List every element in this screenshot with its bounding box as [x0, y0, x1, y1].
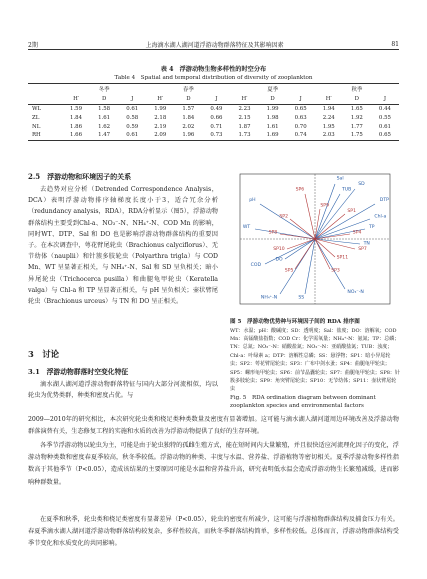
value-cell: 1.92 — [350, 114, 363, 121]
env-factor-label: TP — [369, 225, 375, 231]
species-label: SP8 — [268, 230, 278, 236]
value-cell: 0.63 — [294, 114, 307, 121]
env-factor-label: DO — [275, 257, 283, 263]
column-header: H′ — [62, 95, 90, 104]
value-cell: 1.73 — [230, 131, 258, 140]
rda-plot — [230, 170, 400, 312]
figure-legend-zh: WT：水温；pH：酸碱度；SD：透明度；Sal：盐度；DO：溶解氧；COD Mn：高锰酸盐指数；COD Cr：化学需氧量；NH₄⁺-N：氨氮；TP：总磷；TN：总氮；NO₃⁻-N：硝酸盐氮；NO₂⁻-N：亚硝酸盐氮；TUB：浊度；Chl-a：叶绿素 a；DTP：溶解性总磷；SS：悬浮物；SP1：暗小异尾轮虫；SP2：萼花臂尾轮虫；SP3：广布中剑水蚤；SP4：曲腿龟甲轮虫；SP5：螺形龟甲轮虫；SP6：前节晶囊轮虫；SP7：曲腿龟甲轮虫；SP8：针簇多肢轮虫；SP9：角突臂尾轮虫；SP10：无节幼体；SP11：壶状臂尾轮虫 — [230, 327, 400, 393]
value-cell: 1.98 — [266, 114, 279, 121]
table-row — [28, 104, 399, 113]
value-cell: 1.66 — [62, 131, 90, 140]
species-label: SP6 — [295, 187, 305, 193]
value-cell: 1.87 — [238, 123, 251, 130]
value-cell: 0.61 — [126, 105, 139, 112]
species-arrows — [269, 186, 367, 273]
value-cell: 1.69 — [259, 131, 287, 140]
env-factor-label: SS — [298, 295, 305, 301]
value-cell: 1.47 — [90, 131, 118, 140]
value-cell: 0.65 — [371, 131, 399, 140]
value-cell: 1.57 — [182, 105, 195, 112]
figure-caption-en: Fig. 5 RDA ordination diagram between dominant zooplankton species and environmental factors — [230, 394, 376, 410]
value-cell: 2.03 — [315, 131, 343, 140]
value-cell: 2.19 — [154, 123, 167, 130]
index-header-row — [28, 95, 399, 104]
env-factor-arrow — [315, 239, 360, 244]
value-cell: 2.15 — [238, 114, 251, 121]
env-factor-arrow — [285, 239, 315, 259]
value-cell: 0.59 — [126, 123, 139, 130]
value-cell: 1.94 — [322, 105, 335, 112]
journal-title: 上海滴水湖人湖河道浮游动物群落特征及其影响因素 — [145, 42, 284, 49]
value-cell: 1.99 — [154, 105, 167, 112]
value-cell: 1.86 — [70, 123, 83, 130]
column-header: H′ — [315, 95, 343, 104]
species-label: SP7 — [358, 246, 367, 252]
value-cell: 1.75 — [343, 131, 371, 140]
value-cell: 0.49 — [210, 105, 223, 112]
value-cell: 1.95 — [322, 123, 335, 130]
env-factor-label: COD — [250, 263, 261, 268]
column-header: H′ — [230, 95, 258, 104]
value-cell: 0.71 — [210, 123, 223, 130]
table-row — [28, 113, 399, 122]
site-cell: RH — [28, 131, 62, 140]
page-number: 81 — [391, 41, 399, 48]
env-factor-label: SD — [358, 182, 365, 187]
value-cell: 1.59 — [70, 105, 83, 112]
header-rule — [28, 49, 399, 50]
env-factor-arrow — [315, 239, 345, 289]
species-label: SP9 — [320, 203, 330, 209]
value-cell: 2.09 — [146, 131, 174, 140]
site-cell: ZL — [32, 114, 40, 121]
discussion-paragraph-2: 各季节浮游动物以轮虫为主，可能是由于轮虫独特的孤雌生殖方式，能在短时间内大量繁殖，并且很快适应河流理化因子的变化，浮游动物种类数和密度春夏季较高，秋冬季较低。浮游动物的种类、丰度与水温、营养盐、浮游植物等密切相关。夏季浮游动物多样性指数高于其他季节（P<0.05），造成该结果的主要原因可能是水温和营养盐升高，研究表明低水温会造成浮游动物生长繁殖减缓，进而影响种群数量。 — [28, 442, 399, 486]
column-header: D — [90, 95, 118, 104]
running-header — [28, 40, 399, 49]
value-cell: 0.55 — [378, 114, 391, 121]
figure-caption-zh: 图 5 浮游动物优势种与环境因子间的 RDA 排序图 — [230, 319, 360, 325]
section-2-5-paragraph: 去趋势对应分析（Detrended Correspondence Analysis，DCA）表明浮游动物排序轴梯度长度小于3，适合冗余分析（redundancy analysis，RDA），RDA分析显示（图5），浮游动物群落结构主要受到Chl-a、NO₃⁻-N、NH₄⁺-N、COD Mn 的影响，同时WT、DTP、Sal 和 DO 也是影响浮游动物群落结构的重要因子。在本次调查中，萼花臂尾轮虫（Brachionus calyciflorus）、无节幼体（nauplii）和针簇多肢轮虫（Polyarthra trigla）与 COD Mn、WT 呈显著正相关，与 NH₄⁺-N、Sal 和 SD 呈负相关；暗小异尾轮虫（Trichocerca pusilla）和曲腿龟甲轮虫（Keratella valga）与 Chl-a 和 TP 呈显著正相关，与 pH 呈负相关；壶状臂尾轮虫（Brachionus urceus）与 TN 和 DO 呈正相关。 — [28, 186, 218, 306]
value-cell: 0.61 — [378, 123, 391, 130]
section-heading-2-5: 2.5 浮游动物和环境因子的关系 — [28, 172, 132, 181]
value-cell: 2.02 — [182, 123, 195, 130]
value-cell: 1.84 — [70, 114, 83, 121]
column-header: D — [174, 95, 202, 104]
species-arrow — [287, 239, 315, 249]
season-header: 秋季 — [315, 84, 399, 95]
env-factor-arrow — [315, 204, 375, 239]
discussion-paragraph-1: 2009—2010年的研究相比，本次研究轮虫类和桡足类种类数量及密度有显著增加。这可能与滴水湖人湖河道周边环境改善及浮游动物群落演替有关，生态修复工程的实施和水质的改善为浮游动物提供了良好的生存环境。 — [28, 416, 399, 436]
env-factor-label: WT — [242, 225, 251, 231]
value-cell: 2.24 — [322, 114, 335, 121]
env-factor-label: NO₃⁻-N — [347, 290, 364, 295]
value-cell: 0.65 — [294, 105, 307, 112]
species-label: SP4 — [352, 230, 362, 236]
value-cell: 0.66 — [210, 114, 223, 121]
species-label: SP10 — [273, 246, 285, 252]
season-header: 春季 — [146, 84, 230, 95]
value-cell: 1.58 — [98, 105, 111, 112]
env-factor-label: Chl-a — [374, 214, 387, 220]
value-cell: 2.23 — [238, 105, 251, 112]
species-label: SP11 — [336, 255, 349, 261]
section-heading-3-1: 3.1 浮游动物群落时空变化特征 — [28, 368, 129, 376]
env-factor-label: pH — [249, 198, 256, 204]
value-cell: 0.44 — [378, 105, 391, 112]
column-header: J — [287, 95, 315, 104]
site-cell: WL — [32, 105, 42, 112]
rda-ordination-figure — [230, 170, 400, 312]
species-label: SP2 — [279, 214, 288, 220]
section-3-1-paragraph: 滴水湖人湖河道浮游动物群落特征与国内大部分河流相似，均以轮虫为优势类群，种类和密度占优。与 — [28, 381, 218, 400]
site-cell: NL — [32, 123, 41, 130]
table-caption-en: Table 4 Spatial and temporal distribution of diversity of zooplankton — [114, 75, 313, 81]
species-label: SP3 — [331, 268, 340, 274]
env-factor-label: Sal — [336, 176, 344, 182]
value-cell: 1.61 — [98, 114, 111, 121]
table-row — [28, 122, 399, 131]
species-arrow — [315, 239, 330, 269]
value-cell: 0.61 — [118, 131, 146, 140]
value-cell: 1.77 — [350, 123, 363, 130]
column-header: J — [371, 95, 399, 104]
value-cell: 2.18 — [154, 114, 167, 121]
env-factor-label: DTP — [379, 198, 389, 204]
env-factor-label: TUB — [342, 187, 352, 193]
env-factor-label: NH₄⁺-N — [260, 295, 278, 301]
species-label: SP1 — [347, 209, 357, 214]
value-cell: 1.65 — [350, 105, 363, 112]
env-factor-label: TN — [363, 241, 370, 247]
value-cell: 1.99 — [266, 105, 279, 112]
value-cell: 0.70 — [294, 123, 307, 130]
column-header: D — [343, 95, 371, 104]
column-header: J — [202, 95, 230, 104]
column-header: D — [259, 95, 287, 104]
value-cell: 1.96 — [174, 131, 202, 140]
value-cell: 0.73 — [202, 131, 230, 140]
value-cell: 1.62 — [98, 123, 111, 130]
value-cell: 0.74 — [287, 131, 315, 140]
column-header: H′ — [146, 95, 174, 104]
season-header: 夏季 — [230, 84, 314, 95]
column-header: J — [118, 95, 146, 104]
species-label: SP5 — [284, 268, 294, 274]
table-caption-zh: 表 4 浮游动物生物多样性的时空分布 — [160, 66, 267, 73]
value-cell: 0.58 — [126, 114, 139, 121]
season-header-row — [28, 84, 399, 95]
value-cell: 1.61 — [266, 123, 279, 130]
value-cell: 1.84 — [182, 114, 195, 121]
table-row — [28, 131, 399, 140]
figure-caption — [230, 318, 400, 411]
season-header: 冬季 — [62, 84, 146, 95]
discussion-paragraph-3: 在夏季和秋季，轮虫类和桡足类密度有显著差异（P<0.05），轮虫的密度有所减少，这可能与浮游植物群落结构及捕食压力有关。春夏季滴水湖人湖河道浮游动物群落结构较复杂，多样性较高，而秋冬季群落结构简单，多样性较低。总体而言，浮游动物群落结构受季节变化和水质变化的共同影响。 — [28, 516, 399, 548]
diversity-table — [28, 83, 399, 141]
issue-label: 2期 — [28, 42, 38, 49]
section-heading-3: 3 讨论 — [28, 349, 59, 359]
